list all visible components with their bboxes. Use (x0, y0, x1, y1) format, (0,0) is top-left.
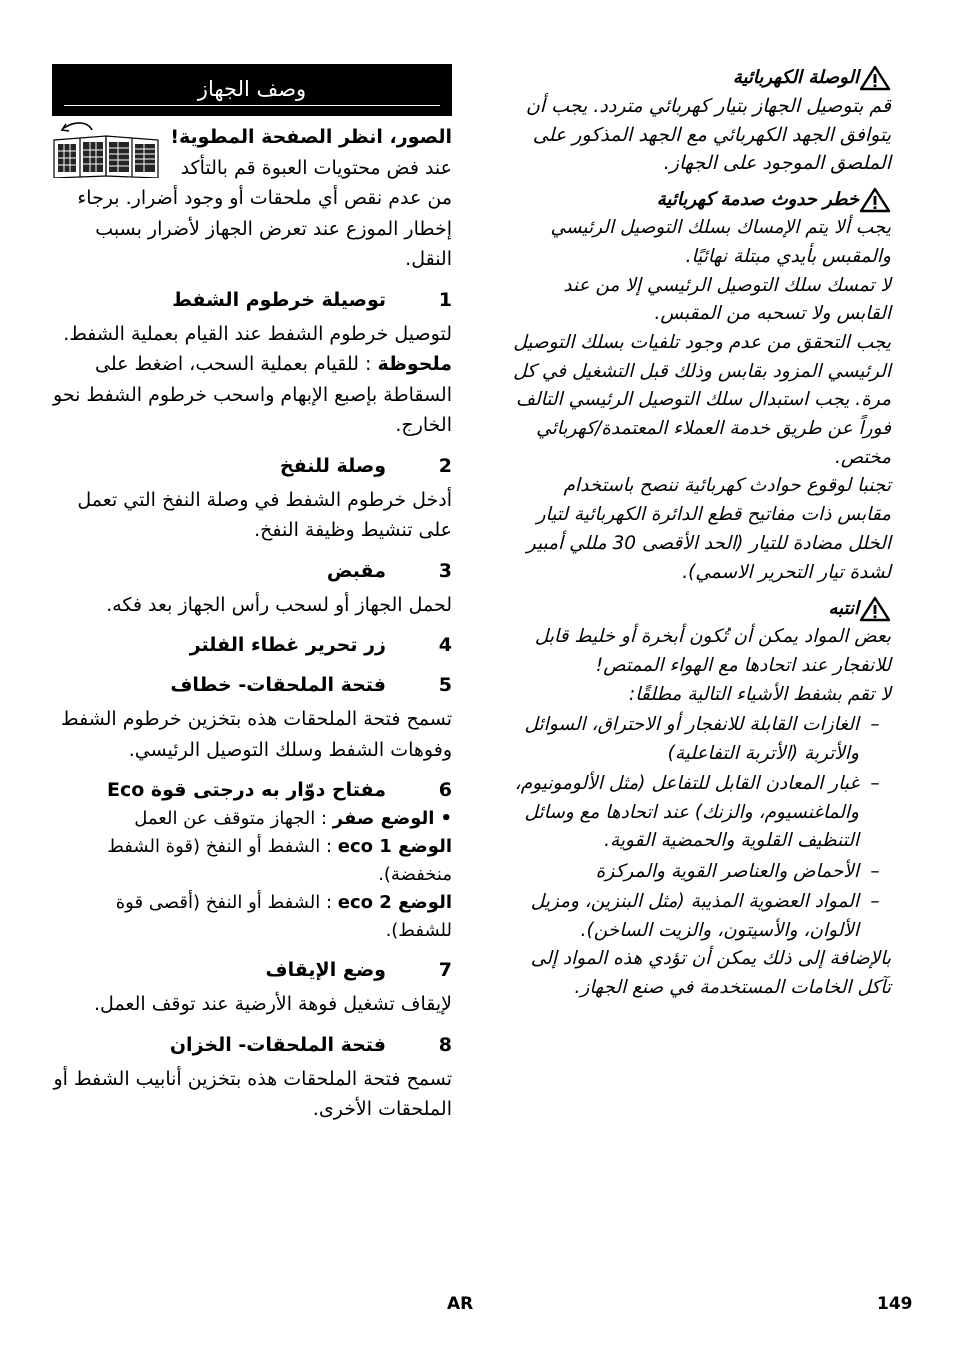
intro-heading: الصور، انظر الصفحة المطوية! (170, 126, 452, 148)
section-1-heading (52, 285, 452, 315)
mode-zero-item (52, 805, 452, 833)
section-8-text: تسمح فتحة الملحقات هذه بتخزين أنابيب الشفط أو الملحقات الأخرى. (53, 1067, 452, 1120)
section-5-heading (52, 670, 452, 700)
section-heading-text: مقبض (326, 559, 386, 582)
caution-text-3: بالإضافة إلى ذلك يمكن أن تؤدي هذه المواد إلى تآكل الخامات المستخدمة في صنع الجهاز. (530, 948, 891, 999)
section-number: 8 (438, 1033, 452, 1056)
description-column (52, 64, 452, 1125)
mode-text: : الشفط أو النفخ (قوة الشفط منخفضة). (107, 836, 452, 885)
section-4-heading (52, 630, 452, 660)
section-heading-text: مفتاح دوّار به درجتى قوة Eco (107, 779, 386, 801)
warning-triangle-icon (859, 187, 891, 213)
shock-line-3: يجب التحقق من عدم وجود تلفيات بسلك التوصيل الرئيسي المزود بقابس وذلك قبل التشغيل في كل مرة. يجب استبدال سلك التوصيل الرئيسي التالف فوراً عن طريق خدمة العملاء المعتمدة/كهربائي مختص. (513, 331, 891, 468)
note-label: ملحوظة (377, 353, 452, 375)
section-7-heading (52, 955, 452, 985)
section-number: 6 (438, 779, 452, 801)
list-item (505, 888, 891, 945)
section-5-text: تسمح فتحة الملحقات هذه بتخزين خرطوم الشفط وفوهات الشفط وسلك التوصيل الرئيسي. (61, 708, 452, 761)
warning-heading-text: الوصلة الكهربائية (732, 67, 859, 88)
mode-label: الوضع eco 2 (337, 892, 452, 913)
intro-block (52, 122, 452, 275)
list-item-text: غبار المعادن القابل للتفاعل (مثل الألومونيوم، والماغنسيوم، والزنك) عند اتحادها مع وسائل التنظيف القلوية والحمضية القوية. (514, 773, 859, 852)
safety-column (505, 62, 891, 1003)
page-number: 149 (877, 1294, 913, 1314)
mode-text: : الجهاز متوقف عن العمل (134, 808, 333, 829)
mode-eco2-item (52, 889, 452, 945)
caution-heading (505, 595, 891, 623)
warning-heading-text: خطر حدوث صدمة كهربائية (656, 189, 859, 211)
mode-label: الوضع eco 1 (337, 836, 452, 857)
mode-text: : الشفط أو النفخ (أقصى قوة للشفط). (115, 892, 452, 941)
shock-line-4: تجنبا لوقوع حوادث كهربائية ننصح باستخدام مقابس ذات مفاتيح قطع الدائرة الكهربائية لتيار الخلل مضادة للتيار (الحد الأقصى 30 مللي أمبير لشدة تيار التحرير الاسمي). (526, 475, 891, 583)
list-item-text: الغازات القابلة للانفجار أو الاحتراق، السوائل والأتربة (الأتربة التفاعلية) (524, 714, 859, 764)
list-item (505, 711, 891, 768)
list-item-text: المواد العضوية المذيبة (مثل البنزين، ومزيل الألوان، والأسيتون، والزيت الساخن). (530, 891, 859, 941)
section-3-text: لحمل الجهاز أو لسحب رأس الجهاز بعد فكه. (106, 593, 452, 616)
section-heading-text: فتحة الملحقات- خطاف (170, 674, 386, 696)
section-number: 4 (438, 634, 452, 656)
mode-eco1-item (52, 833, 452, 889)
section-number: 1 (438, 288, 452, 311)
section-3-heading (52, 556, 452, 586)
section-2-text: أدخل خرطوم الشفط في وصلة النفخ التي تعمل على تنشيط وظيفة النفخ. (77, 488, 452, 541)
shock-line-2: لا تمسك سلك التوصيل الرئيسي إلا من عند القابس ولا تسحبه من المقبس. (563, 274, 891, 325)
section-1-note (52, 349, 452, 441)
dash-bullet: – (870, 714, 880, 736)
foldout-pages-icon (52, 122, 160, 178)
electrical-warning-text: قم بتوصيل الجهاز بتيار كهربائي متردد. يجب أن يتوافق الجهد الكهربائي مع الجهد المذكور على الملصق الموجود على الجهاز. (525, 95, 891, 175)
list-item-text: الأحماض والعناصر القوية والمركزة (595, 860, 859, 882)
intro-text: عند فض محتويات العبوة قم بالتأكد من عدم نقص أي ملحقات أو وجود أضرار. برجاء إخطار الموزع عند تعرض الجهاز لأضرار بسبب النقل. (77, 156, 452, 270)
list-item (505, 770, 891, 856)
section-7-text: لإيقاف تشغيل فوهة الأرضية عند توقف العمل. (94, 993, 452, 1015)
section-6-heading (52, 775, 452, 805)
header-rule (64, 105, 440, 106)
section-number: 5 (438, 674, 452, 696)
section-heading-text: وضع الإيقاف (265, 959, 386, 981)
warning-triangle-icon (859, 65, 891, 91)
dash-bullet: – (870, 860, 880, 882)
caution-text-1: بعض المواد يمكن أن تُكون أبخرة أو خليط قابل للانفجار عند اتحادها مع الهواء الممتص! (534, 626, 891, 676)
footer-language: AR (447, 1294, 474, 1314)
warning-heading-text: انتبه (828, 598, 859, 620)
list-item (505, 858, 891, 887)
shock-warning-heading (505, 186, 891, 214)
section-title: وصف الجهاز (197, 77, 307, 101)
dash-bullet: – (870, 773, 880, 795)
section-2-heading (52, 451, 452, 481)
note-text: : للقيام بعملية السحب، اضغط على السقاطة بإصبع الإبهام واسحب خرطوم الشفط نحو الخارج. (53, 353, 452, 436)
electrical-warning-heading (505, 64, 891, 92)
section-header (52, 64, 452, 116)
section-heading-text: توصيلة خرطوم الشفط (172, 288, 386, 311)
section-number: 2 (438, 454, 452, 477)
section-heading-text: وصلة للنفخ (279, 454, 386, 477)
bullet-icon: • (440, 808, 452, 829)
warning-triangle-icon (859, 596, 891, 622)
section-heading-text: فتحة الملحقات- الخزان (169, 1033, 386, 1056)
section-heading-text: زر تحرير غطاء الفلتر (189, 634, 386, 656)
caution-text-2: لا تقم بشفط الأشياء التالية مطلقًا: (628, 683, 891, 705)
section-1-text: لتوصيل خرطوم الشفط عند القيام بعملية الشفط. (63, 322, 452, 345)
mode-label: الوضع صفر (332, 808, 435, 829)
shock-line-1: يجب ألا يتم الإمساك بسلك التوصيل الرئيسي والمقبس بأيدي مبتلة نهائيًا. (550, 217, 891, 267)
dash-bullet: – (870, 891, 880, 913)
section-number: 3 (438, 559, 452, 582)
section-8-heading (52, 1030, 452, 1060)
section-number: 7 (438, 959, 452, 981)
